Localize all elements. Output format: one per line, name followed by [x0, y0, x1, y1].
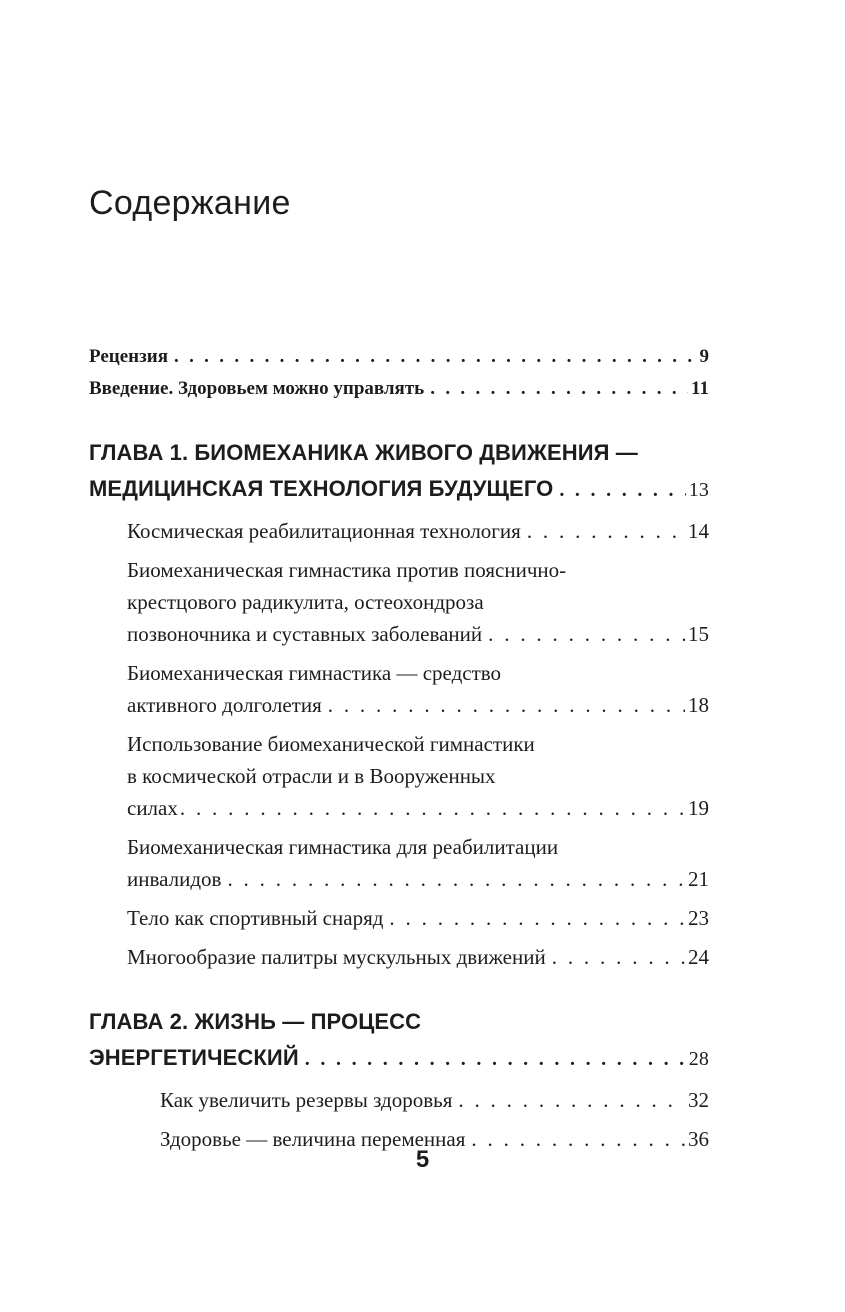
section-title-line: позвоночника и суставных заболеваний — [127, 622, 483, 646]
leader-dots — [559, 472, 685, 508]
toc-section[interactable] — [89, 941, 709, 973]
section-title: Как увеличить резервы здоровья — [160, 1088, 453, 1112]
chapter-title-line: ГЛАВА 1. БИОМЕХАНИКА ЖИВОГО ДВИЖЕНИЯ — — [89, 440, 638, 465]
toc-entry-label: Рецензия — [89, 346, 168, 367]
leader-dots — [458, 1084, 685, 1116]
chapter-title-line: ГЛАВА 2. ЖИЗНЬ — ПРОЦЕСС — [89, 1009, 422, 1034]
toc-entry-label: Введение. Здоровьем можно управлять — [89, 378, 425, 399]
toc-section[interactable] — [89, 657, 709, 721]
section-title-line: силах — [127, 796, 178, 820]
leader-dots — [180, 792, 685, 824]
toc-section[interactable] — [89, 831, 709, 895]
toc-page-number: 28 — [688, 1048, 709, 1070]
section-title: Здоровье — величина переменная — [160, 1127, 466, 1151]
section-title-line: Биомеханическая гимнастика для реабилитации — [127, 835, 559, 859]
toc-section[interactable] — [89, 515, 709, 547]
section-title-line: активного долголетия — [127, 693, 322, 717]
toc-entry-review[interactable] — [89, 341, 709, 373]
page-number: 5 — [415, 1146, 430, 1173]
section-title: Тело как спортивный снаряд — [127, 906, 384, 930]
leader-dots — [552, 941, 685, 973]
chapter-title-line: МЕДИЦИНСКАЯ ТЕХНОЛОГИЯ БУДУЩЕГО — [89, 476, 554, 501]
section-title: Многообразие палитры мускульных движений — [127, 945, 546, 969]
toc-page-number: 15 — [688, 622, 709, 646]
toc-page-number: 32 — [688, 1088, 709, 1112]
leader-dots — [488, 618, 685, 650]
toc-chapter-1[interactable] — [89, 435, 709, 508]
section-title-line: инвалидов — [127, 867, 222, 891]
toc-page-number: 24 — [688, 945, 709, 969]
toc-page-number: 9 — [699, 346, 709, 367]
toc-section[interactable] — [89, 554, 709, 650]
toc-chapter-2[interactable] — [89, 1004, 709, 1077]
leader-dots — [430, 373, 688, 405]
table-of-contents — [89, 341, 709, 1155]
toc-section[interactable] — [89, 1084, 709, 1116]
section-title-line: Биомеханическая гимнастика против пояснично- — [127, 558, 567, 582]
leader-dots — [174, 341, 697, 373]
toc-page-number: 14 — [688, 519, 709, 543]
leader-dots — [227, 863, 685, 895]
toc-entry-introduction[interactable] — [89, 373, 709, 405]
toc-page-number: 13 — [688, 479, 709, 501]
leader-dots — [328, 689, 685, 721]
toc-page-number: 21 — [688, 867, 709, 891]
section-title-line: в космической отрасли и в Вооруженных — [127, 764, 496, 788]
section-title: Космическая реабилитационная технология — [127, 519, 521, 543]
section-title-line: Биомеханическая гимнастика — средство — [127, 661, 502, 685]
toc-section[interactable] — [89, 902, 709, 934]
leader-dots — [305, 1041, 686, 1077]
toc-section[interactable] — [89, 728, 709, 824]
toc-page-number: 19 — [688, 796, 709, 820]
toc-page-number: 36 — [688, 1127, 709, 1151]
leader-dots — [389, 902, 685, 934]
toc-page-number: 11 — [691, 378, 709, 399]
leader-dots — [527, 515, 685, 547]
toc-page-number: 18 — [688, 693, 709, 717]
page-title: Содержание — [89, 184, 291, 222]
section-title-line: крестцового радикулита, остеохондроза — [127, 590, 484, 614]
section-title-line: Использование биомеханической гимнастики — [127, 732, 535, 756]
chapter-title-line: ЭНЕРГЕТИЧЕСКИЙ — [89, 1045, 299, 1070]
toc-page-number: 23 — [688, 906, 709, 930]
